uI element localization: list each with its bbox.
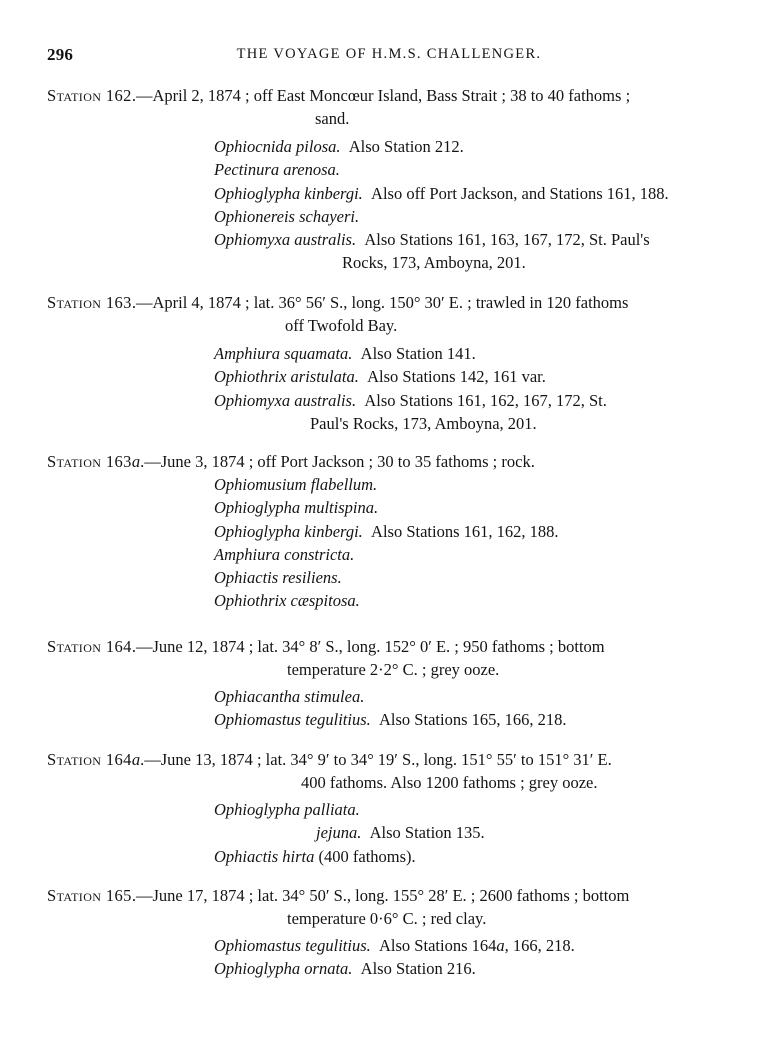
station-details-cont: sand. — [315, 109, 350, 128]
species-entry — [214, 135, 731, 158]
page-header — [47, 45, 731, 67]
species-entry — [214, 158, 731, 181]
species-name: Ophionereis schayeri. — [214, 206, 360, 226]
species-name: Ophioglypha ornata. — [214, 959, 353, 979]
species-entry — [214, 205, 731, 228]
species-entry — [214, 685, 731, 708]
station-details: .—June 12, 1874 ; lat. 34° 8′ S., long. 152° 0′ E. ; 950 fathoms ; bottom — [131, 637, 605, 656]
species-list — [214, 342, 731, 435]
species-name: Ophiomastus tegulitius. — [214, 936, 371, 955]
species-list — [214, 934, 731, 981]
species-entry — [214, 473, 731, 496]
station-details-cont: temperature 2·2° C. ; grey ooze. — [287, 660, 500, 679]
species-entry — [214, 365, 731, 388]
station-label-suffix: a — [131, 452, 141, 471]
species-entry — [214, 589, 731, 612]
species-name: Ophioglypha kinbergi. — [214, 521, 363, 541]
species-name: Ophiomyxa australis. — [214, 230, 357, 250]
species-entry — [214, 957, 731, 980]
species-entry — [214, 228, 731, 275]
species-name: Ophiacantha stimulea. — [214, 687, 365, 706]
species-note-suffix: a — [496, 936, 505, 955]
species-name: Ophiomusium flabellum. — [214, 475, 378, 494]
species-note: Also Station 212. — [348, 137, 464, 156]
station-details: .—June 3, 1874 ; off Port Jackson ; 30 to 35 fathoms ; rock. — [140, 452, 535, 471]
species-name: Ophioglypha kinbergi. — [214, 183, 363, 203]
species-entry — [214, 182, 731, 205]
species-entry — [214, 845, 731, 868]
species-entry — [214, 496, 731, 519]
species-name: Ophiactis hirta — [214, 846, 315, 866]
species-note-cont: Paul's Rocks, 173, Amboyna, 201. — [310, 413, 537, 433]
species-note: Also Station 216. — [360, 959, 476, 979]
running-title: THE VOYAGE OF H.M.S. CHALLENGER. — [236, 46, 542, 62]
species-note: Also Stations 142, 161 var. — [367, 367, 546, 387]
station-label: Station 163 — [47, 293, 132, 312]
station-163a-entry — [47, 450, 731, 613]
species-name: Pectinura arenosa. — [214, 160, 340, 180]
page-number: 296 — [47, 45, 74, 64]
species-name: Ophiomyxa australis. — [214, 390, 357, 410]
species-entry — [214, 566, 731, 589]
station-162-entry — [47, 84, 731, 275]
station-details-cont: off Twofold Bay. — [285, 316, 398, 335]
station-details: .—June 17, 1874 ; lat. 34° 50′ S., long. 155° 28′ E. ; 2600 fathoms ; bottom — [131, 886, 630, 905]
species-name: Ophiothrix aristulata. — [214, 367, 359, 387]
species-entry — [214, 389, 731, 436]
species-name: Ophiomastus tegulitius. — [214, 710, 371, 730]
species-entry — [214, 934, 731, 957]
species-entry — [214, 708, 731, 731]
species-entry — [214, 798, 731, 821]
species-name: Ophioglypha palliata. — [214, 800, 360, 819]
species-note-cont: Rocks, 173, Amboyna, 201. — [342, 253, 526, 273]
species-name: Amphiura constricta. — [214, 544, 355, 564]
species-note: Also Station 135. — [369, 823, 485, 843]
species-note: Also Stations 161, 162, 167, 172, St. — [364, 390, 607, 410]
species-entry — [214, 821, 731, 844]
species-name: Ophiactis resiliens. — [214, 568, 342, 588]
species-list — [214, 135, 731, 275]
species-name: jejuna. — [316, 823, 362, 843]
species-entry — [214, 520, 731, 543]
station-163-entry — [47, 291, 731, 435]
species-note: Also Stations 161, 163, 167, 172, St. Paul's — [364, 230, 650, 250]
species-entry — [214, 543, 731, 566]
station-label: Station 163 — [47, 452, 132, 471]
station-label: Station 164 — [47, 750, 132, 769]
species-list — [214, 798, 731, 868]
station-label: Station 164 — [47, 637, 132, 656]
species-note: (400 fathoms). — [318, 846, 416, 866]
station-details: .—April 2, 1874 ; off East Moncœur Island, Bass Strait ; 38 to 40 fathoms ; — [131, 86, 631, 105]
species-note: Also Stations 165, 166, 218. — [379, 710, 567, 730]
station-details: .—June 13, 1874 ; lat. 34° 9′ to 34° 19′ S., long. 151° 55′ to 151° 31′ E. — [140, 750, 612, 769]
station-details: .—April 4, 1874 ; lat. 36° 56′ S., long. 150° 30′ E. ; trawled in 120 fathoms — [131, 293, 629, 312]
station-164-entry — [47, 635, 731, 732]
species-name: Ophiocnida pilosa. — [214, 137, 341, 156]
species-note: Also off Port Jackson, and Stations 161, 188. — [371, 183, 669, 203]
species-name: Ophioglypha multispina. — [214, 498, 379, 518]
species-note: Also Stations 161, 162, 188. — [371, 521, 559, 541]
species-note-tail: , 166, 218. — [504, 936, 575, 955]
station-label: Station 165 — [47, 886, 132, 905]
species-name: Amphiura squamata. — [214, 344, 353, 363]
station-label: Station 162 — [47, 86, 132, 105]
station-165-entry — [47, 884, 731, 981]
species-name: Ophiothrix cæspitosa. — [214, 591, 360, 611]
station-details-cont: 400 fathoms. Also 1200 fathoms ; grey ooze. — [301, 773, 598, 792]
station-164a-entry — [47, 748, 731, 868]
species-note: Also Stations 164 — [379, 936, 497, 955]
species-entry — [214, 342, 731, 365]
species-list — [214, 685, 731, 732]
species-note: Also Station 141. — [360, 344, 476, 363]
station-label-suffix: a — [131, 750, 141, 769]
species-list — [214, 473, 731, 613]
station-details-cont: temperature 0·6° C. ; red clay. — [287, 909, 487, 928]
